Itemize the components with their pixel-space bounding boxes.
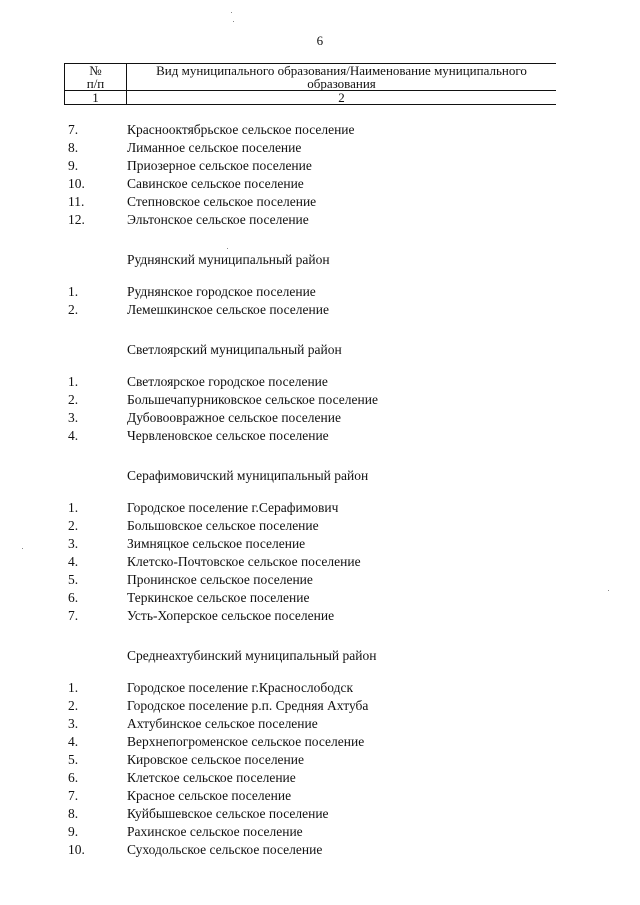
item-number: 2. [68,302,79,317]
item-number: 1. [68,500,79,515]
item-number: 2. [68,698,79,713]
list-item [0,283,640,301]
section-spacer [0,445,640,467]
list-item [0,175,640,193]
list-item [0,823,640,841]
district-title: Светлоярский муниципальный район [127,342,342,357]
list-item [0,121,640,139]
item-number: 2. [68,518,79,533]
list-item [0,517,640,535]
item-name: Степновское сельское поселение [127,194,317,209]
scan-speck [233,21,234,22]
list-item [0,805,640,823]
item-name: Красное сельское поселение [127,788,292,803]
item-number: 10. [68,842,85,857]
item-name: Куйбышевское сельское поселение [127,806,329,821]
item-number: 7. [68,788,79,803]
list-item [0,607,640,625]
item-number: 11. [68,194,85,209]
item-name: Лиманное сельское поселение [127,140,302,155]
item-number: 1. [68,374,79,389]
section-spacer [0,485,640,499]
scan-speck [608,590,609,591]
item-name: Большовское сельское поселение [127,518,319,533]
list-item [0,193,640,211]
item-number: 6. [68,770,79,785]
item-name: Руднянское городское поселение [127,284,316,299]
item-name: Дубовоовражное сельское поселение [127,410,341,425]
scan-speck [231,12,232,13]
list-item [0,751,640,769]
item-number: 7. [68,608,79,623]
list-item [0,139,640,157]
item-number: 5. [68,572,79,587]
item-number: 1. [68,284,79,299]
list-item [0,499,640,517]
list-item [0,535,640,553]
list-item [0,427,640,445]
page-number: 6 [316,33,324,48]
item-name: Городское поселение г.Серафимович [127,500,339,515]
list-item [0,769,640,787]
section-spacer [0,625,640,647]
item-name: Клетское сельское поселение [127,770,296,785]
list-item [0,301,640,319]
district-heading-row [0,251,640,269]
item-name: Теркинское сельское поселение [127,590,310,605]
list-item [0,715,640,733]
item-name: Эльтонское сельское поселение [127,212,309,227]
header-row [65,64,557,91]
item-number: 6. [68,590,79,605]
item-name: Краснооктябрьское сельское поселение [127,122,355,137]
item-number: 4. [68,554,79,569]
header-table [64,63,556,105]
header-col-number: № п/п [65,64,127,91]
item-number: 3. [68,410,79,425]
item-number: 5. [68,752,79,767]
item-name: Светлоярское городское поселение [127,374,328,389]
item-name: Усть-Хоперское сельское поселение [127,608,335,623]
scan-speck [227,248,228,249]
district-heading-row [0,341,640,359]
item-number: 4. [68,734,79,749]
scan-speck [22,548,23,549]
item-number: 10. [68,176,85,191]
item-name: Зимняцкое сельское поселение [127,536,306,551]
item-number: 8. [68,140,79,155]
item-number: 12. [68,212,85,227]
settlement-list [0,121,640,859]
list-item [0,553,640,571]
list-item [0,571,640,589]
item-number: 2. [68,392,79,407]
district-heading-row [0,647,640,665]
item-name: Ахтубинское сельское поселение [127,716,318,731]
section-spacer [0,269,640,283]
item-number: 3. [68,716,79,731]
item-number: 9. [68,824,79,839]
list-item [0,589,640,607]
item-number: 8. [68,806,79,821]
item-number: 4. [68,428,79,443]
item-name: Пронинское сельское поселение [127,572,313,587]
list-item [0,391,640,409]
district-title: Среднеахтубинский муниципальный район [127,648,377,663]
item-name: Городское поселение р.п. Средняя Ахтуба [127,698,369,713]
header-index-row [65,91,557,105]
section-spacer [0,229,640,251]
section-spacer [0,319,640,341]
header-index-2: 2 [127,91,557,105]
list-item [0,787,640,805]
district-heading-row [0,467,640,485]
item-name: Верхнепогроменское сельское поселение [127,734,365,749]
item-number: 3. [68,536,79,551]
list-item [0,841,640,859]
item-name: Городское поселение г.Краснослободск [127,680,354,695]
section-spacer [0,665,640,679]
district-title: Серафимовичский муниципальный район [127,468,369,483]
item-name: Суходольское сельское поселение [127,842,323,857]
item-number: 9. [68,158,79,173]
list-item [0,697,640,715]
list-item [0,211,640,229]
list-item [0,373,640,391]
section-spacer [0,359,640,373]
item-name: Приозерное сельское поселение [127,158,312,173]
item-name: Лемешкинское сельское поселение [127,302,329,317]
header-index-1: 1 [65,91,127,105]
item-name: Савинское сельское поселение [127,176,304,191]
list-item [0,157,640,175]
item-name: Рахинское сельское поселение [127,824,303,839]
list-item [0,679,640,697]
item-number: 1. [68,680,79,695]
list-item [0,733,640,751]
header-col-name: Вид муниципального образования/Наименование муниципального образования [127,64,557,91]
item-name: Клетско-Почтовское сельское поселение [127,554,361,569]
item-number: 7. [68,122,79,137]
item-name: Большечапурниковское сельское поселение [127,392,378,407]
item-name: Червленовское сельское поселение [127,428,329,443]
item-name: Кировское сельское поселение [127,752,304,767]
list-item [0,409,640,427]
district-title: Руднянский муниципальный район [127,252,330,267]
